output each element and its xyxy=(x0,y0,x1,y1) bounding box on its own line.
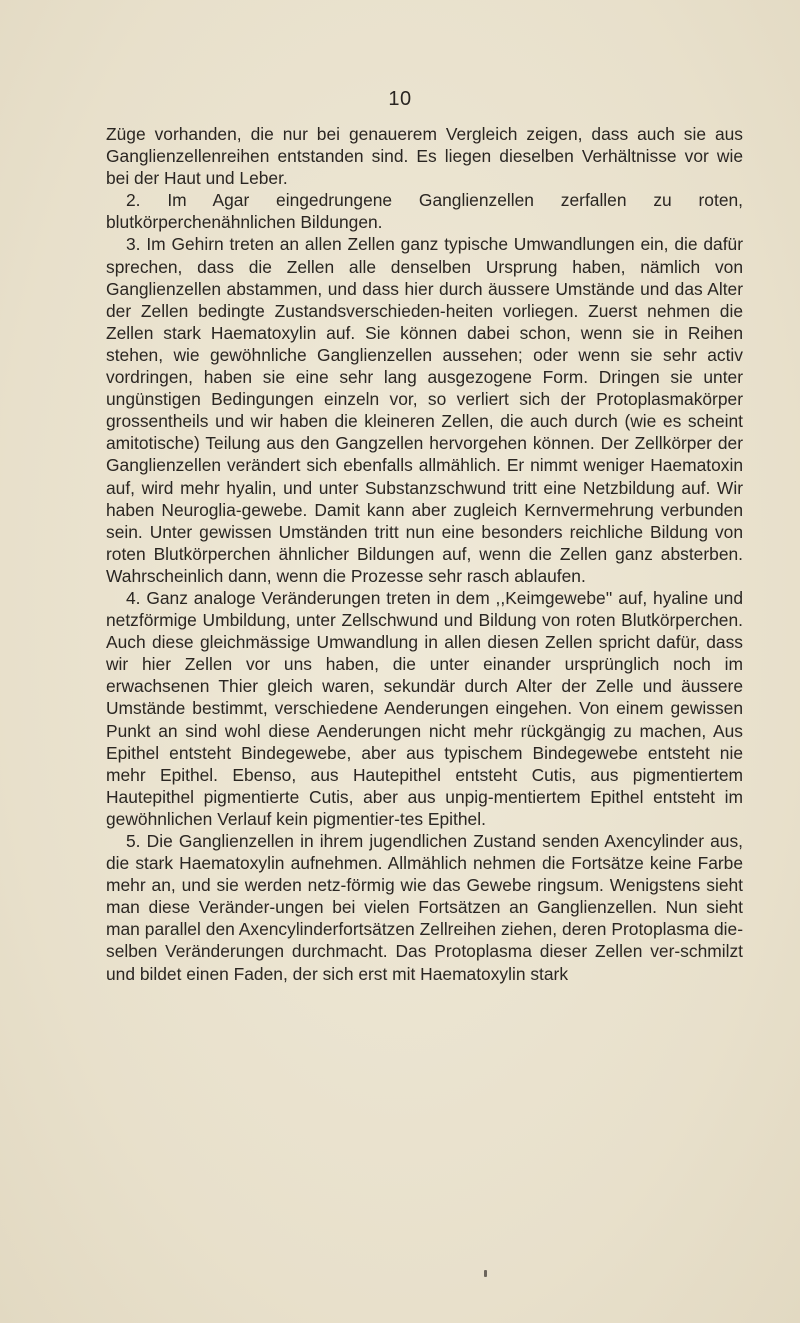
page-number: 10 xyxy=(388,88,412,110)
paragraph-3: 3. Im Gehirn treten an allen Zellen ganz typische Umwandlungen ein, die dafür sprechen, dass die Zellen alle denselben Ursprung haben, nämlich von Ganglienzellen abstammen, und dass hier durch äussere Umstände und das Alter der Zellen bedingte Zustandsverschieden-heiten vorliegen. Zuerst nehmen die Zellen stark Haematoxylin auf. Sie können dabei schon, wenn sie in Reihen stehen, wie gewöhnliche Ganglienzellen aussehen; oder wenn sie sehr activ vordringen, haben sie eine sehr lang ausgezogene Form. Dringen sie unter ungünstigen Bedingungen einzeln vor, so verliert sich der Protoplasmakörper grossentheils und wir haben die kleineren Zellen, die auch durch (wie es scheint amitotische) Teilung aus den Gangzellen hervorgehen können. Der Zellkörper der Ganglienzellen verändert sich ebenfalls allmählich. Er nimmt weniger Haematoxin auf, wird mehr hyalin, und unter Substanzschwund tritt eine Netzbildung auf. Wir haben Neuroglia-gewebe. Damit kann aber zugleich Kernvermehrung verbunden sein. Unter gewissen Umständen tritt nun eine besonders reichliche Bildung von roten Blutkörperchen ähnlicher Bildungen auf, wenn die Zellen ganz absterben. Wahrscheinlich dann, wenn die Prozesse sehr rasch ablaufen. xyxy=(106,234,743,586)
paragraph-5: 5. Die Ganglienzellen in ihrem jugendlichen Zustand senden Axencylinder aus, die stark Haematoxylin aufnehmen. Allmählich nehmen die Fortsätze keine Farbe mehr an, und sie werden netz-förmig wie das Gewebe ringsum. Wenigstens sieht man diese Veränder-ungen bei vielen Fortsätzen an Ganglienzellen. Nun sieht man parallel den Axencylinderfortsätzen Zellreihen ziehen, deren Protoplasma die-selben Veränderungen durchmacht. Das Protoplasma dieser Zellen ver-schmilzt und bildet einen Faden, der sich erst mit Haematoxylin stark xyxy=(106,831,743,984)
paragraph-2: 2. Im Agar eingedrungene Ganglienzellen zerfallen zu roten, blutkörperchenähnlichen Bildungen. xyxy=(106,190,743,233)
body-text xyxy=(106,123,743,985)
ink-speck xyxy=(484,1270,487,1277)
paragraph-continuation: Züge vorhanden, die nur bei genauerem Vergleich zeigen, dass auch sie aus Ganglienzellenreihen entstanden sind. Es liegen dieselben Verhältnisse vor wie bei der Haut und Leber. xyxy=(106,124,743,189)
paragraph-4: 4. Ganz analoge Veränderungen treten in dem ,,Keimgewebe'' auf, hyaline und netzförmige Umbildung, unter Zellschwund und Bildung von roten Blutkörperchen. Auch diese gleichmässige Umwandlung in allen diesen Zellen spricht dafür, dass wir hier Zellen vor uns haben, die unter einander ursprünglich noch im erwachsenen Thier gleich waren, sekundär durch Alter der Zelle und äussere Umstände bestimmt, verschiedene Aenderungen eingehen. Von einem gewissen Punkt an sind wohl diese Aenderungen nicht mehr rückgängig zu machen, Aus Epithel entsteht Bindegewebe, aber aus typischem Bindegewebe entsteht nie mehr Epithel. Ebenso, aus Hautepithel entsteht Cutis, aus pigmentiertem Hautepithel pigmentierte Cutis, aber aus unpig-mentiertem Epithel entsteht im gewöhnlichen Verlauf kein pigmentier-tes Epithel. xyxy=(106,587,743,829)
